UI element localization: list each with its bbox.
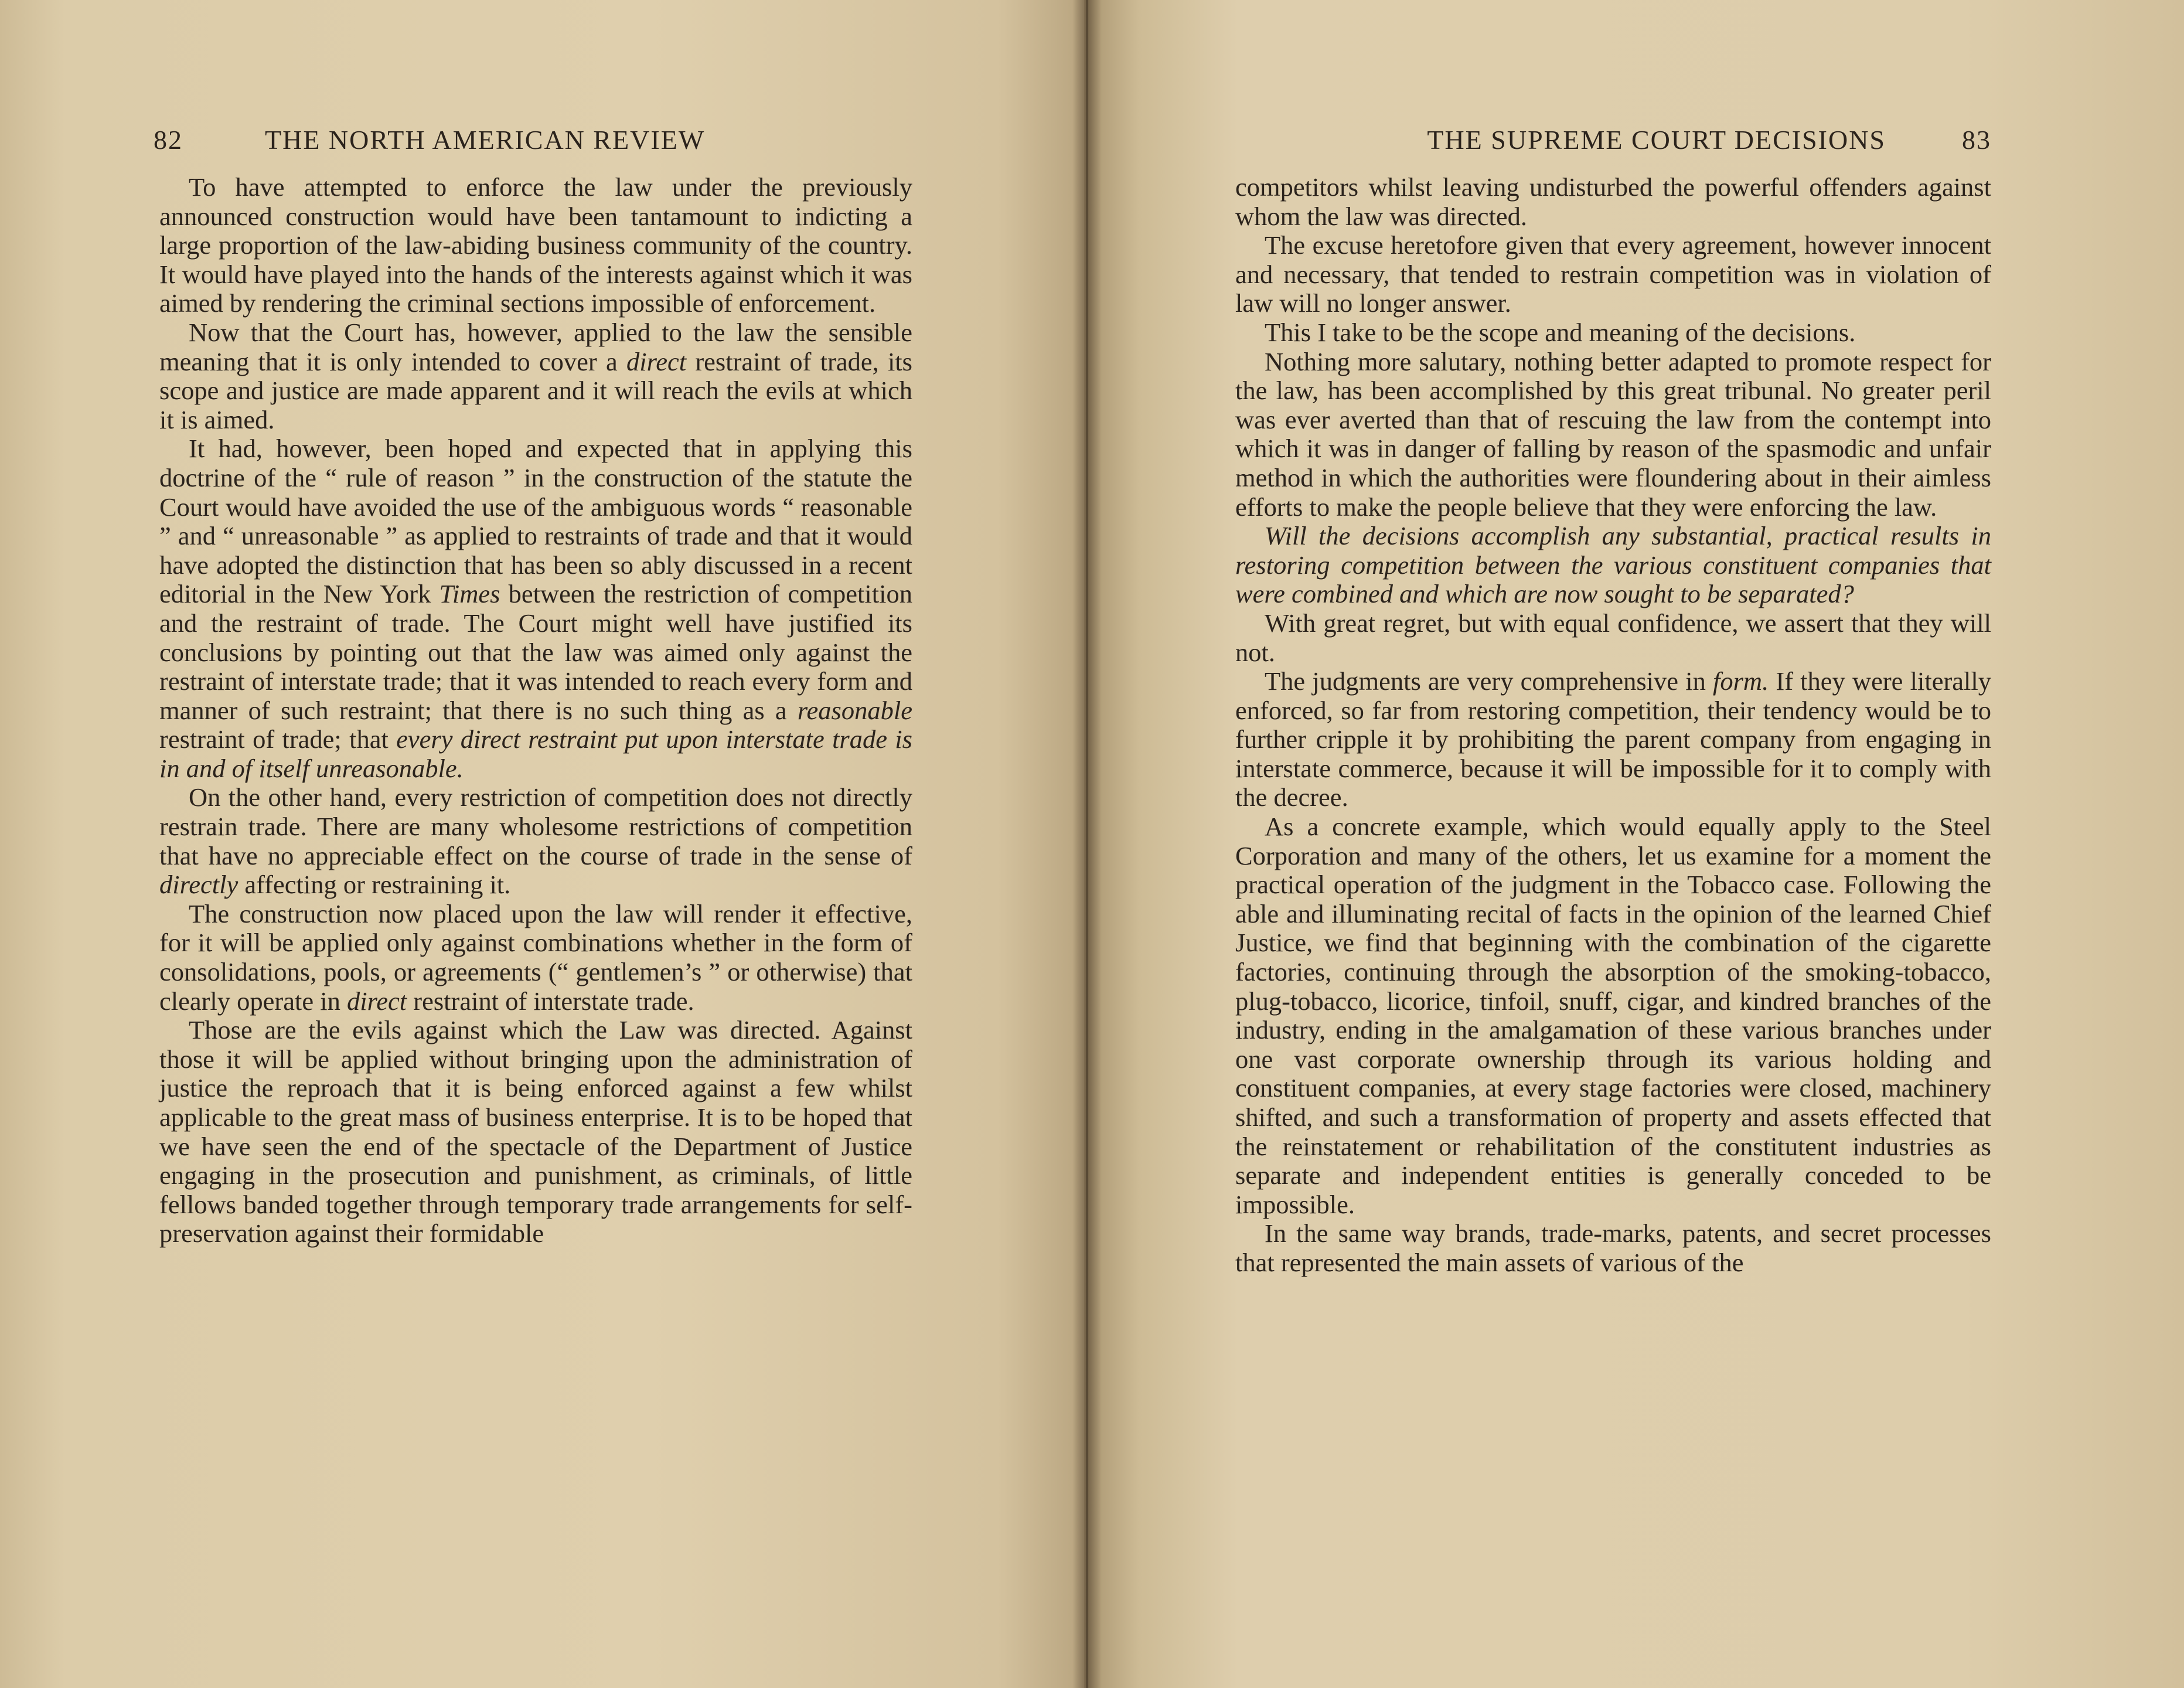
italic-text: directly [159,870,238,900]
left-page-number: 82 [154,125,183,155]
left-running-head-title: THE NORTH AMERICAN REVIEW [265,125,706,155]
paragraph [1235,609,1991,667]
paragraph [159,783,912,899]
text-run: affecting or restraining it. [238,870,511,900]
italic-text: Times [439,579,500,609]
text-run: competitors whilst leaving undisturbed the powerful offenders against whom the law was directed. [1235,172,1991,231]
text-run: The excuse heretofore given that every agreement, however innocent and necessary, that tended to restrain competition was in violation of law will no longer answer. [1235,230,1991,318]
text-run: Now that the Court has, however, applied to the law the sensible meaning that it is only intended to cover a [159,317,912,376]
text-run: restraint of trade; that [159,724,397,754]
paragraph [159,173,912,318]
right-page-body [1235,173,1991,1278]
paragraph [159,900,912,1016]
text-run: On the other hand, every restriction of competition does not directly restrain trade. There are many wholesome restrictions of competition that have no appreciable effect on the course of trade in the sense of [159,782,912,870]
left-page [0,0,1084,1688]
text-run: To have attempted to enforce the law under the previously announced construction would have been tantamount to indicting a large proportion of the law-abiding business community of the country. It would have played into the hands of the interests against which it was aimed by rendering the criminal sections impossible of enforcement. [159,172,912,318]
text-run: As a concrete example, which would equally apply to the Steel Corporation and many of the others, let us examine for a moment the practical operation of the judgment in the Tobacco case. Following the able and illuminating recital of facts in the opinion of the learned Chief Justice, we find that beginning with the combination of the cigarette factories, continuing through the absorption of the smoking-tobacco, plug-tobacco, licorice, tinfoil, snuff, cigar, and kindred branches of the industry, ending in the amalgamation of these various branches under one vast corporate ownership through its various holding and constituent companies, at every stage factories were closed, machinery shifted, and such a transformation of property and assets effected that the reinstatement or rehabilitation of the constitutent industries as separate and independent entities is generally conceded to be impossible. [1235,812,1991,1219]
paragraph [159,434,912,783]
paragraph [1235,522,1991,609]
text-run: The judgments are very comprehensive in [1265,666,1713,696]
right-page-number: 83 [1962,125,1991,155]
italic-text: form. [1713,666,1769,696]
text-run: It had, however, been hoped and expected that in applying this doctrine of the “ rule of reason ” in the construction of the statute the Court would have avoided the use of the ambiguous words “ reasonable ” and “ unreasonable ” as applied to restraints of trade and that it would have adopted the distinction that has been so ably discussed in a recent editorial in the New York [159,434,912,609]
italic-text: every direct restraint put upon interstate trade is in and of itself unreasonable. [159,724,912,783]
paragraph [1235,348,1991,522]
book-gutter [1072,0,1102,1688]
text-run: If they were literally enforced, so far from restoring competition, their tendency would be to further cripple it by prohibiting the parent company from engaging in interstate commerce, because it will be impossible for it to comply with the decree. [1235,666,1991,812]
paragraph [1235,812,1991,1219]
italic-text: direct [626,346,687,376]
paragraph [159,1016,912,1248]
italic-text: reasonable [797,695,912,725]
paragraph [159,318,912,434]
right-page [1084,0,2184,1688]
italic-text: Will the decisions accomplish any substantial, practical results in restoring competition between the various constituent companies that were combined and which are now sought to be separated? [1235,521,1991,609]
right-running-head-title: THE SUPREME COURT DECISIONS [1427,125,1886,155]
text-run: The construction now placed upon the law will render it effective, for it will be applied only against combinations whether in the form of consolidations, pools, or agreements (“ gentlemen’s ” or otherwise) that clearly operate in [159,899,912,1016]
text-run: restraint of interstate trade. [407,986,694,1016]
text-run: between the restriction of competition and the restraint of trade. The Court might well have justified its conclusions by pointing out that the law was aimed only against the restraint of interstate trade; that it was intended to reach every form and manner of such restraint; that there is no such thing as a [159,579,912,725]
text-run: This I take to be the scope and meaning of the decisions. [1265,317,1856,347]
paragraph [1235,173,1991,231]
paragraph [1235,318,1991,348]
paragraph [1235,667,1991,812]
text-run: restraint of trade, its scope and justice are made apparent and it will reach the evils at which it is aimed. [159,346,912,434]
paragraph [1235,1219,1991,1277]
text-run: With great regret, but with equal confidence, we assert that they will not. [1235,608,1991,667]
left-page-body [159,173,912,1248]
italic-text: direct [346,986,407,1016]
text-run: Those are the evils against which the Law was directed. Against those it will be applied without bringing upon the administration of justice the reproach that it is being enforced against a few whilst applicable to the great mass of business enterprise. It is to be hoped that we have seen the end of the spectacle of the Department of Justice engaging in the prosecution and punishment, as criminals, of little fellows banded together through temporary trade arrangements for self-preservation against their formidable [159,1015,912,1248]
text-run: Nothing more salutary, nothing better adapted to promote respect for the law, has been accomplished by this great tribunal. No greater peril was ever averted than that of rescuing the law from the contempt into which it was in danger of falling by reason of the spasmodic and unfair method in which the authorities were floundering about in their aimless efforts to make the people believe that they were enforcing the law. [1235,346,1991,522]
text-run: In the same way brands, trade-marks, patents, and secret processes that represented the main assets of various of the [1235,1219,1991,1277]
paragraph [1235,231,1991,318]
